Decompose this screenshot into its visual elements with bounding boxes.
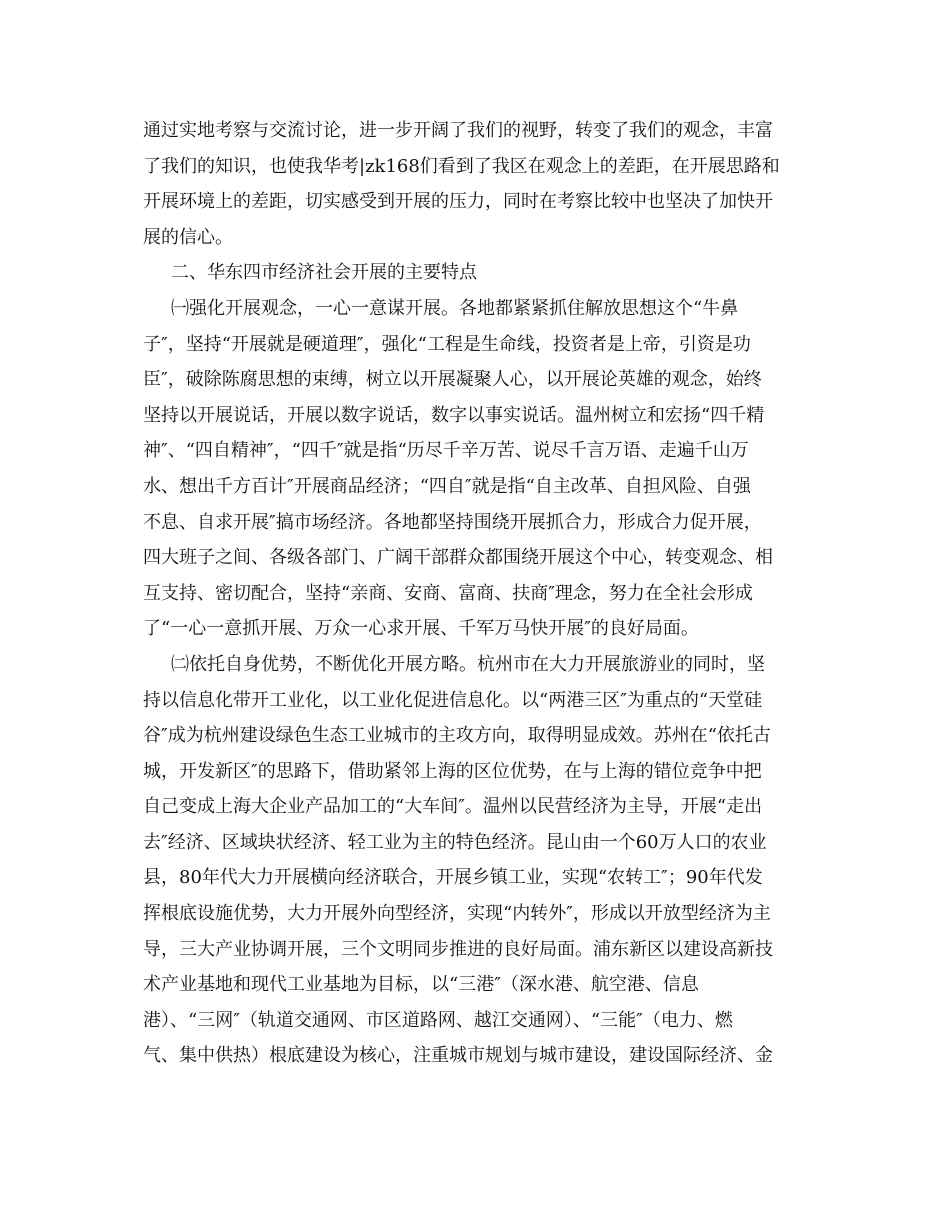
text-line: 互支持、密切配合，坚持“亲商、安商、富商、扶商″理念，努力在全社会形成 bbox=[143, 582, 753, 604]
text-line: 气、集中供热）根底建设为核心，注重城市规划与城市建设，建设国际经济、金 bbox=[143, 1045, 773, 1067]
text-line: 臣″，破除陈腐思想的束缚，树立以开展凝聚人心，以开展论英雄的观念，始终 bbox=[143, 369, 762, 391]
text-line: 自己变成上海大企业产品加工的“大车间″。温州以民营经济为主导，开展“走出 bbox=[143, 796, 763, 818]
text-line: 展的信心。 bbox=[143, 226, 233, 248]
text-line: 了我们的知识，也使我华考|zk168们看到了我区在观念上的差距，在开展思路和 bbox=[143, 155, 780, 177]
body-text bbox=[143, 113, 813, 1074]
text-line: 挥根底设施优势，大力开展外向型经济，实现“内转外″，形成以开放型经济为主 bbox=[143, 903, 771, 925]
text-line: 城，开发新区″的思路下，借助紧邻上海的区位优势，在与上海的错位竞争中把 bbox=[143, 760, 762, 782]
text-line: 子″，坚持“开展就是硬道理″，强化“工程是生命线，投资者是上帝，引资是功 bbox=[143, 333, 751, 355]
text-line: 神″、“四自精神″，“四千″就是指“历尽千辛万苦、说尽千言万语、走遍千山万 bbox=[143, 440, 749, 462]
text-line: 开展环境上的差距，切实感受到开展的压力，同时在考察比较中也坚决了加快开 bbox=[143, 191, 773, 213]
text-line: 导，三大产业协调开展，三个文明同步推进的良好局面。浦东新区以建设高新技 bbox=[143, 938, 773, 960]
text-line: 了“一心一意抓开展、万众一心求开展、千军万马快开展″的良好局面。 bbox=[143, 618, 699, 640]
text-line: 持以信息化带开工业化，以工业化促进信息化。以“两港三区″为重点的“天堂硅 bbox=[143, 689, 763, 711]
section-heading: 二、华东四市经济社会开展的主要特点 bbox=[171, 262, 477, 284]
text-line: 通过实地考察与交流讨论，进一步开阔了我们的视野，转变了我们的观念，丰富 bbox=[143, 120, 773, 141]
text-line: 不息、自求开展″搞市场经济。各地都坚持围绕开展抓合力，形成合力促开展， bbox=[143, 511, 762, 533]
text-line: 术产业基地和现代工业基地为目标，以“三港″（深水港、航空港、信息 bbox=[143, 974, 699, 996]
text-line: ㈠强化开展观念，一心一意谋开展。各地都紧紧抓住解放思想这个“牛鼻 bbox=[171, 297, 739, 319]
text-line: 四大班子之间、各级各部门、广阔干部群众都围绕开展这个中心，转变观念、相 bbox=[143, 547, 773, 569]
text-line: 县，80年代大力开展横向经济联合，开展乡镇工业，实现“农转工″；90年代发 bbox=[143, 867, 763, 889]
text-line: ㈡依托自身优势，不断优化开展方略。杭州市在大力开展旅游业的同时，坚 bbox=[171, 653, 765, 675]
text-line: 谷″成为杭州建设绿色生态工业城市的主攻方向，取得明显成效。苏州在“依托古 bbox=[143, 725, 771, 747]
text-line: 水、想出千方百计″开展商品经济；“四自″就是指“自主改革、自担风险、自强 bbox=[143, 475, 751, 497]
text-line: 坚持以开展说话，开展以数字说话，数字以事实说话。温州树立和宏扬“四千精 bbox=[143, 404, 765, 426]
text-line: 港）、“三网″（轨道交通网、市区道路网、越江交通网）、“三能″（电力、燃 bbox=[143, 1009, 733, 1031]
text-line: 去″经济、区域块状经济、轻工业为主的特色经济。昆山由一个60万人口的农业 bbox=[143, 831, 767, 853]
